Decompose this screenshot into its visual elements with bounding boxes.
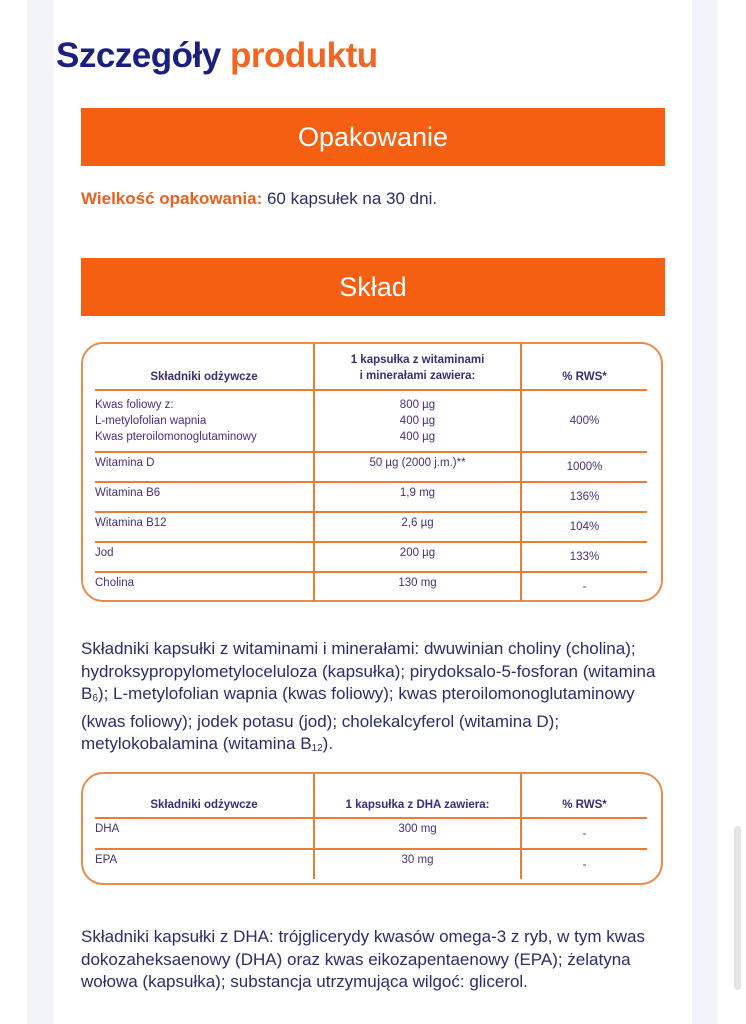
vitamins-nutrition-table (81, 342, 663, 602)
nutrient-rws: - (582, 827, 587, 840)
nutrient-amount: 130 mg (313, 573, 522, 601)
amount-line: 400 µg (399, 415, 436, 427)
table-row (95, 483, 647, 513)
right-gutter (692, 0, 718, 1024)
header-nutrients: Składniki odżywcze (150, 371, 258, 383)
nutrient-rws: 1000% (566, 461, 603, 473)
ingredients-text-part: ); L-metylofolian wapnia (kwas foliowy); kwas pteroilomonoglutaminowy (kwas foliowy); jodek potasu (jod); cholekalcyferol (witamina D); metylokobalamina (witamina B (81, 684, 635, 753)
dha-ingredients-text: Składniki kapsułki z DHA: trójglicerydy kwasów omega-3 z ryb, w tym kwas dokozaheksaenowy (DHA) oraz kwas eikozapentaenowy (EPA); żelatyna wołowa (kapsułka); substancja utrzymująca wilgoć: glicerol. (81, 927, 646, 991)
table-header-row (95, 344, 647, 391)
nutrient-rws: 133% (569, 551, 600, 563)
ingredients-text-part: ). (322, 734, 334, 753)
subscript: 6 (92, 693, 98, 704)
nutrient-name-line: Kwas pteroilomonoglutaminowy (95, 431, 257, 443)
nutrient-rws: 400% (569, 415, 600, 427)
header-amount-line-2: i minerałami zawiera: (359, 370, 476, 382)
section-header-packaging: Opakowanie (81, 108, 665, 166)
nutrient-name: Witamina B6 (95, 487, 161, 499)
nutrient-name: Witamina B12 (95, 517, 167, 529)
table-row (95, 513, 647, 543)
nutrient-name: EPA (95, 854, 118, 866)
left-gutter (27, 0, 54, 1024)
nutrient-name: DHA (95, 823, 120, 835)
nutrient-amount: 300 mg (313, 819, 522, 848)
page-title (56, 36, 378, 76)
nutrient-rws: 104% (569, 521, 600, 533)
title-part-2: produktu (229, 36, 378, 75)
package-size (81, 189, 437, 209)
dha-nutrition-table (81, 772, 663, 885)
nutrient-name: Witamina D (95, 457, 155, 469)
scrollbar[interactable] (734, 826, 741, 990)
table-row (95, 573, 647, 601)
nutrient-amount (313, 391, 522, 451)
product-details-card (54, 0, 692, 1024)
amount-line: 400 µg (399, 431, 436, 443)
nutrient-rws: - (582, 581, 587, 593)
table-row (95, 391, 647, 453)
header-rws: % RWS* (562, 371, 607, 383)
header-rws: % RWS* (562, 799, 607, 811)
nutrient-amount: 30 mg (313, 850, 522, 879)
vitamins-ingredients-text (81, 638, 671, 761)
header-nutrients: Składniki odżywcze (150, 799, 258, 811)
section-header-composition: Skład (81, 258, 665, 316)
nutrient-amount: 2,6 µg (313, 513, 522, 541)
title-part-1: Szczegóły (56, 36, 221, 75)
header-amount-line-1: 1 kapsułka z witaminami (350, 354, 485, 366)
amount-line: 800 µg (399, 399, 436, 411)
nutrient-name: Cholina (95, 577, 134, 589)
package-size-label: Wielkość opakowania: (81, 189, 263, 208)
nutrient-name: Jod (95, 547, 114, 559)
nutrient-amount: 200 µg (313, 543, 522, 571)
table-row (95, 453, 647, 483)
package-size-value: 60 kapsułek na 30 dni. (266, 189, 438, 208)
table-header-row (95, 774, 647, 819)
table-row (95, 543, 647, 573)
ingredients-text-part: Składniki kapsułki z witaminami i minerałami: dwuwinian choliny (cholina); hydroksypropylometyloceluloza (kapsułka); pirydoksalo-5-fosforan (witamina B (81, 639, 656, 703)
nutrient-amount: 1,9 mg (313, 483, 522, 511)
subscript: 12 (311, 743, 323, 754)
nutrient-rws: 136% (569, 491, 600, 503)
header-amount: 1 kapsułka z DHA zawiera: (313, 774, 522, 817)
header-amount (313, 344, 522, 389)
nutrient-rws: - (582, 858, 587, 871)
nutrient-amount: 50 µg (2000 j.m.)** (313, 453, 522, 481)
table-row (95, 850, 647, 879)
table-row (95, 819, 647, 850)
nutrient-name-line: L-metylofolian wapnia (95, 415, 207, 427)
nutrient-name (95, 391, 313, 451)
nutrient-name-line: Kwas foliowy z: (95, 399, 174, 411)
